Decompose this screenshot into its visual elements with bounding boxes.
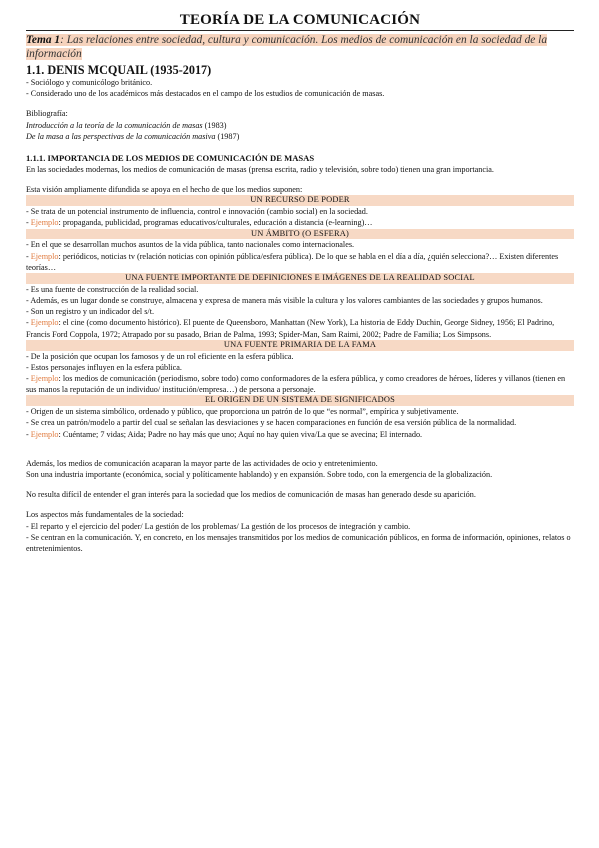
block-banner: UN RECURSO DE PODER [26,195,574,206]
block-banner: EL ORIGEN DE UN SISTEMA DE SIGNIFICADOS [26,395,574,406]
block-banner: UNA FUENTE IMPORTANTE DE DEFINICIONES E IMÁGENES DE LA REALIDAD SOCIAL [26,273,574,284]
bio-line: - Considerado uno de los académicos más destacados en el campo de los estudios de comunicación de masas. [26,89,385,99]
bio-line: - Sociólogo y comunicólogo británico. [26,78,153,87]
closing-list-item: - Se centran en la comunicación. Y, en concreto, en los mensajes transmitidos por los medios de comunicación públicos, en forma de información, opiniones, relatos o entretenimientos. [26,532,571,554]
ejemplo-label: Ejemplo [30,218,59,228]
block-line: - Se crea un patrón/modelo a partir del cual se señalan las desviaciones y se hacen comparaciones en función de esa versión pública de la normalidad. [26,418,517,428]
document-title: TEORÍA DE LA COMUNICACIÓN [26,12,574,31]
block-line: - Además, es un lugar donde se construye, almacena y expresa de manera más visible la cultura y los valores cambiantes de las sociedades y grupos humanos. [26,296,543,306]
tema-heading [26,33,574,61]
section-title: 1.1. DENIS MCQUAIL (1935-2017) [26,63,212,77]
ejemplo-label: Ejemplo [30,429,59,439]
block-example: - Ejemplo: periódicos, noticias tv (relación noticias con opinión pública/esfera pública). De lo que se habla en el día a día, ¿quién selecciona?… Existen diferentes teorías… [26,251,559,272]
bibliography-item: Introducción a la teoría de la comunicación de masas (1983) [26,120,227,130]
block-line: - Es una fuente de construcción de la realidad social. [26,284,199,294]
block-example: - Ejemplo: los medios de comunicación (periodismo, sobre todo) como conformadores de la esfera pública, y como creadores de héroes, líderes y villanos (tienen en sus manos la reputación de un individuo/ institución/empresa…) de persona a personaje. [26,374,566,395]
closing-list-item: - El reparto y el ejercicio del poder/ La gestión de los problemas/ La gestión de los procesos de integración y cambio. [26,521,411,531]
document-page [26,12,574,554]
ejemplo-label: Ejemplo [30,374,59,384]
block-example: - Ejemplo: el cine (como documento histórico). El puente de Queensboro, Manhattan (New York), La historia de Eddy Duchin, George Sidney, 1956; El Padrino, Francis Ford Coppola, 1972; Atrapado por su pasado, Brian de Palma, 1993; Spider-Man, Sam Raimi, 2002; Padre de Familia; Los Simpsons. [26,318,555,339]
closing-paragraph: Son una industria importante (económica, social y políticamente hablando) y en expansión. Sobre todo, con la emergencia de la globalización. [26,470,493,480]
block-line: - Estos personajes influyen en la esfera pública. [26,362,182,372]
bibliography-label: Bibliografía: [26,109,68,119]
block-banner: UNA FUENTE PRIMARIA DE LA FAMA [26,340,574,351]
block-banner: UN ÁMBITO (O ESFERA) [26,229,574,240]
block-line: - En el que se desarrollan muchos asuntos de la vida pública, tanto nacionales como internacionales. [26,240,355,250]
intro-paragraph: En las sociedades modernas, los medios de comunicación de masas (prensa escrita, radio y televisión, sobre todo) tienen una gran importancia. [26,165,494,175]
tema-label: Tema 1 [26,34,61,46]
ejemplo-label: Ejemplo [30,318,59,328]
tema-text: : Las relaciones entre sociedad, cultura y comunicación. Los medios de comunicación en la sociedad de la información [26,34,548,60]
closing-paragraph: Además, los medios de comunicación acaparan la mayor parte de las actividades de ocio y entretenimiento. [26,458,378,468]
block-line: - Origen de un sistema simbólico, ordenado y público, que proporciona un patrón de lo que “es normal”, empírica y subjetivamente. [26,407,459,417]
block-line: - De la posición que ocupan los famosos y de un rol eficiente en la esfera pública. [26,351,294,361]
subsection-title: 1.1.1. IMPORTANCIA DE LOS MEDIOS DE COMUNICACIÓN DE MASAS [26,153,315,164]
block-example: - Ejemplo: Cuéntame; 7 vidas; Aida; Padre no hay más que uno; Aquí no hay quien viva/La que se avecina; El internado. [26,429,423,439]
block-line: - Son un registro y un indicador del s/t. [26,307,155,317]
closing-paragraph: No resulta difícil de entender el gran interés para la sociedad que los medios de comunicación de masas han generado desde su aparición. [26,490,476,500]
closing-paragraph: Los aspectos más fundamentales de la sociedad: [26,510,184,520]
block-line: - Se trata de un potencial instrumento de influencia, control e innovación (cambio social) en la sociedad. [26,207,368,217]
block-example: - Ejemplo: propaganda, publicidad, programas educativos/culturales, educación a distancia (e-learning)… [26,218,373,228]
ejemplo-label: Ejemplo [30,251,59,261]
bibliography-item: De la masa a las perspectivas de la comunicación masiva (1987) [26,131,240,141]
lead-paragraph: Esta visión ampliamente difundida se apoya en el hecho de que los medios suponen: [26,185,303,195]
